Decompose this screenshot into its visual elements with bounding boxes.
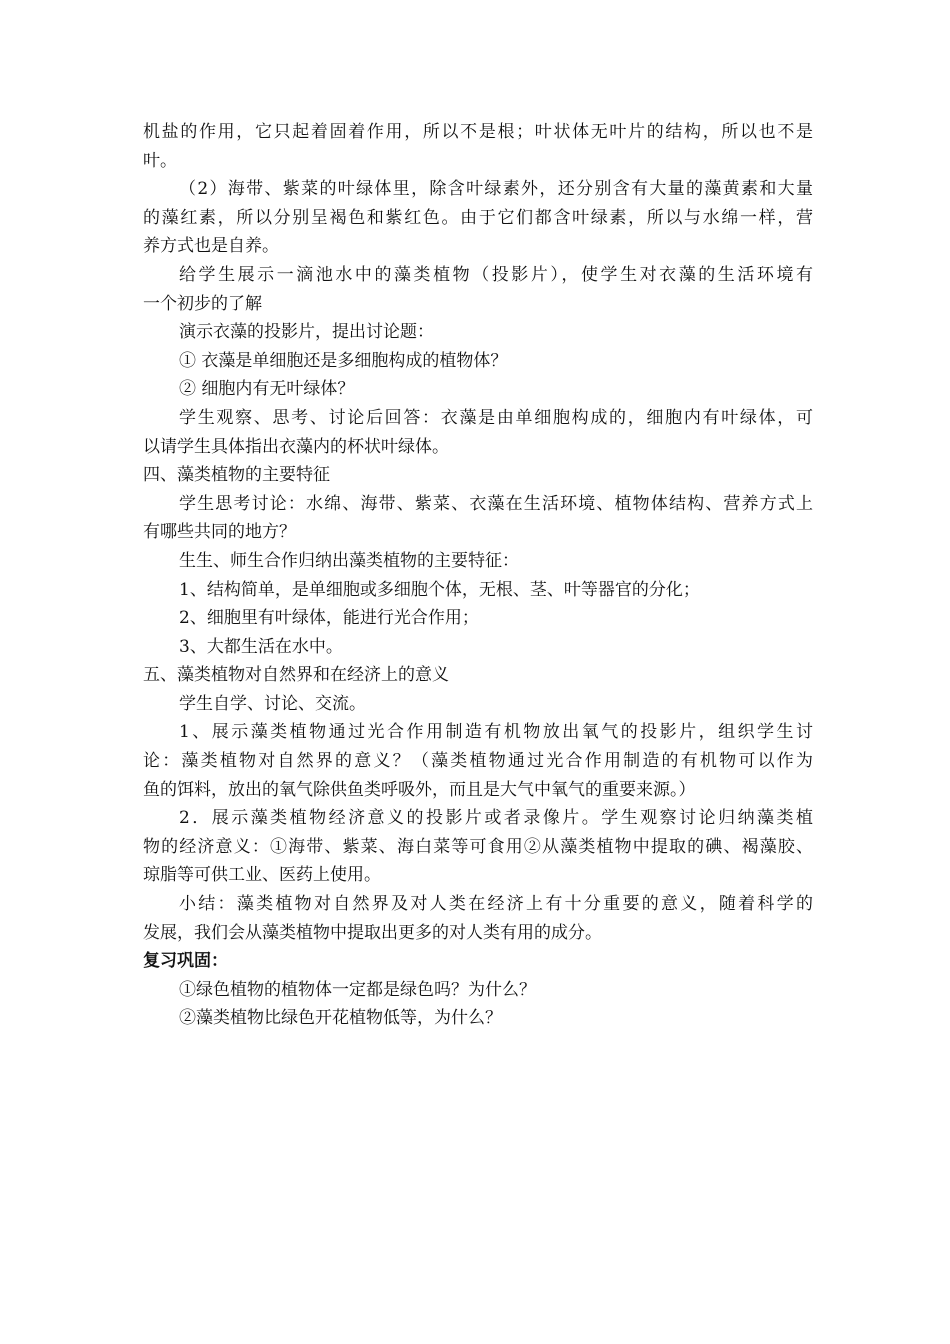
question-item	[143, 976, 813, 1005]
text-line: 演示衣藻的投影片，提出讨论题：	[179, 322, 434, 343]
text-line: 1、展示藻类植物通过光合作用制造有机物放出氧气的投影片，组织学生讨	[179, 722, 813, 743]
text-line: （2）海带、紫菜的叶绿体里，除含叶绿素外，还分别含有大量的藻黄素和大量	[179, 179, 813, 200]
text-line: 论：藻类植物对自然界的意义？（藻类植物通过光合作用制造的有机物可以作为	[143, 751, 813, 772]
text-line: 机盐的作用，它只起着固着作用，所以不是根；叶状体无叶片的结构，所以也不是	[143, 122, 813, 142]
text-line: 学生自学、讨论、交流。	[179, 693, 366, 714]
question-item	[143, 1004, 813, 1033]
heading-text: 复习巩固：	[143, 951, 228, 972]
paragraph	[143, 804, 813, 890]
list-item	[143, 633, 813, 662]
paragraph	[143, 490, 813, 547]
text-line: ②藻类植物比绿色开花植物低等，为什么？	[179, 1008, 502, 1029]
heading-text: 五、藻类植物对自然界和在经济上的意义	[143, 665, 449, 686]
text-line: 生生、师生合作归纳出藻类植物的主要特征：	[179, 550, 519, 571]
paragraph	[143, 318, 813, 347]
paragraph	[143, 547, 813, 576]
section-heading	[143, 661, 813, 690]
text-line: 有哪些共同的地方？	[143, 522, 296, 543]
paragraph	[143, 261, 813, 318]
text-line: 以请学生具体指出衣藻内的杯状叶绿体。	[143, 436, 449, 457]
text-line: 1、结构简单，是单细胞或多细胞个体，无根、茎、叶等器官的分化；	[179, 579, 700, 600]
text-line: 物的经济意义：①海带、紫菜、海白菜等可食用②从藻类植物中提取的碘、褐藻胶、	[143, 836, 813, 857]
document-page	[143, 118, 813, 1033]
paragraph	[143, 118, 813, 175]
text-line: 叶。	[143, 150, 177, 171]
text-line: 学生观察、思考、讨论后回答：衣藻是由单细胞构成的，细胞内有叶绿体，可	[179, 407, 813, 428]
list-item	[143, 576, 813, 605]
list-item	[143, 604, 813, 633]
text-line: ① 衣藻是单细胞还是多细胞构成的植物体？	[179, 350, 508, 371]
text-line: 给学生展示一滴池水中的藻类植物（投影片），使学生对衣藻的生活环境有	[179, 264, 813, 285]
text-line: 小结：藻类植物对自然界及对人类在经济上有十分重要的意义，随着科学的	[179, 894, 813, 915]
list-item	[143, 375, 813, 404]
paragraph	[143, 718, 813, 804]
list-item	[143, 347, 813, 376]
text-line: ② 细胞内有无叶绿体？	[179, 379, 355, 400]
paragraph	[143, 690, 813, 719]
text-line: ①绿色植物的植物体一定都是绿色吗？为什么？	[179, 979, 536, 1000]
review-heading	[143, 947, 813, 976]
text-line: 的藻红素，所以分别呈褐色和紫红色。由于它们都含叶绿素，所以与水绵一样，营	[143, 207, 813, 228]
paragraph	[143, 404, 813, 461]
text-line: 鱼的饵料，放出的氧气除供鱼类呼吸外，而且是大气中氧气的重要来源。）	[143, 779, 696, 800]
heading-text: 四、藻类植物的主要特征	[143, 465, 330, 486]
paragraph	[143, 890, 813, 947]
text-line: 3、大都生活在水中。	[179, 636, 343, 657]
text-line: 琼脂等可供工业、医药上使用。	[143, 865, 381, 886]
paragraph	[143, 175, 813, 261]
text-line: 发展，我们会从藻类植物中提取出更多的对人类有用的成分。	[143, 922, 602, 943]
text-line: 一个初步的了解	[143, 293, 262, 314]
section-heading	[143, 461, 813, 490]
text-line: 学生思考讨论：水绵、海带、紫菜、衣藻在生活环境、植物体结构、营养方式上	[179, 493, 813, 514]
text-line: 2．展示藻类植物经济意义的投影片或者录像片。学生观察讨论归纳藻类植	[179, 808, 813, 829]
text-line: 2、细胞里有叶绿体，能进行光合作用；	[179, 608, 479, 629]
text-line: 养方式也是自养。	[143, 236, 279, 257]
